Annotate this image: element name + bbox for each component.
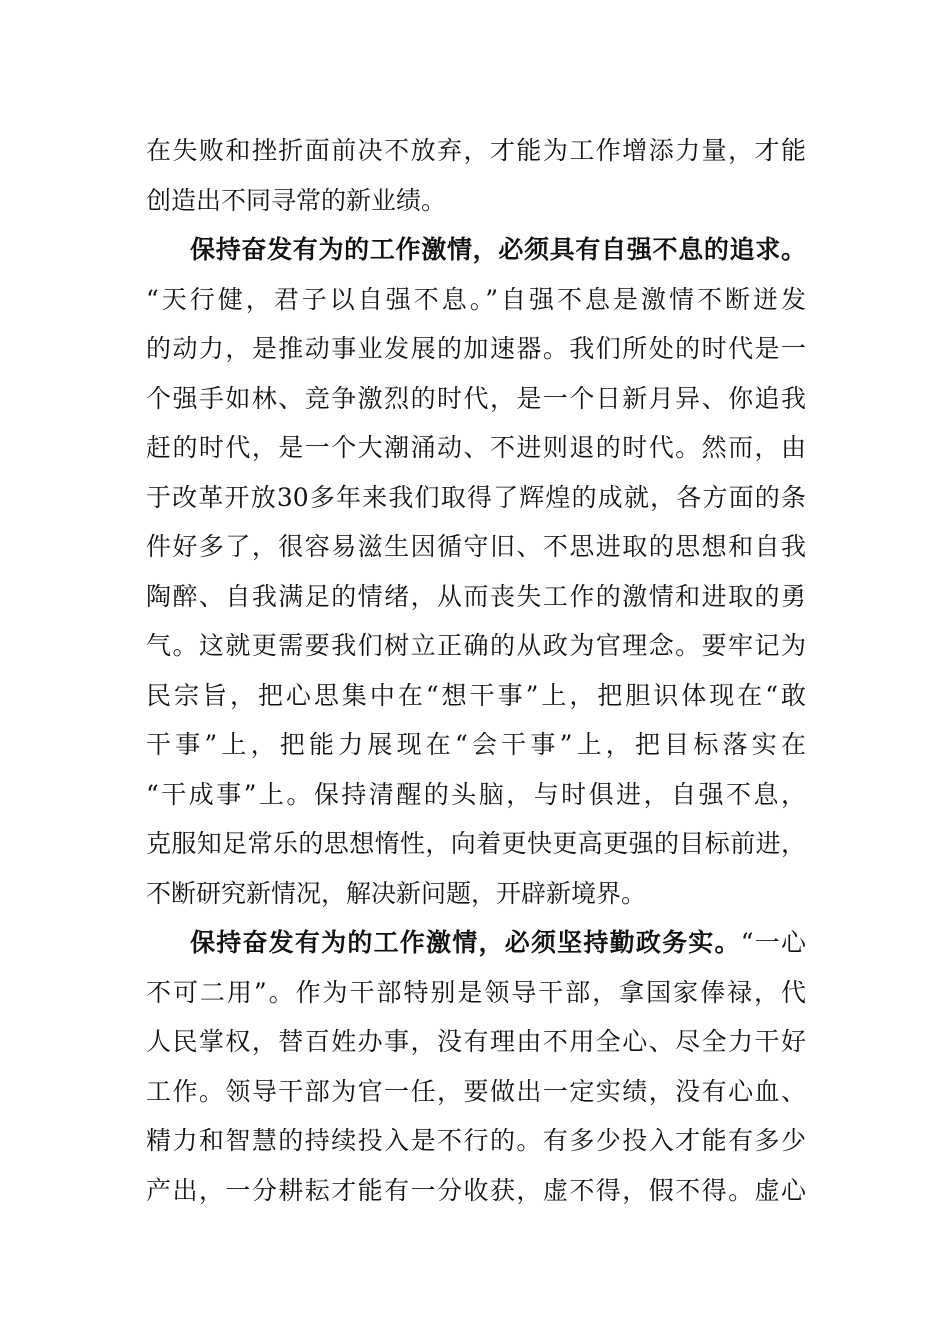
text-line: 气。这就更需要我们树立正确的从政为官理念。要牢记为 [146,631,806,660]
text-line: 产出，一分耕耘才能有一分收获，虚不得，假不得。虚心 [146,1175,806,1205]
text-line: 件好多了，很容易滋生因循守旧、不思进取的思想和自我 [146,532,806,561]
text-line: 工作。领导干部为官一任，要做出一定实绩，没有心血、 [146,1076,806,1106]
text-line: “干成事”上。保持清醒的头脑，与时俱进，自强不息， [146,779,806,809]
text-line: 在失败和挫折面前决不放弃，才能为工作增添力量，才能 [146,136,806,165]
text-line: “天行健，君子以自强不息。”自强不息是激情不断迸发 [146,284,806,314]
text-line: 陶醉、自我满足的情绪，从而丧失工作的激情和进取的勇 [146,581,806,611]
text-line: 创造出不同寻常的新业绩。 [146,185,447,215]
text-line: 克服知足常乐的思想惰性，向着更快更高更强的目标前进， [146,829,806,858]
text-line: 精力和智慧的持续投入是不行的。有多少投入才能有多少 [146,1126,806,1155]
text-line: 人民掌权，替百姓办事，没有理由不用全心、尽全力干好 [146,1027,806,1056]
text-line [146,918,806,968]
text-span: “一心 [740,928,806,957]
text-line: 的动力，是推动事业发展的加速器。我们所处的时代是一 [146,334,806,363]
paragraph-heading: 保持奋发有为的工作激情，必须具有自强不息的追求。 [190,235,806,264]
text-line: 于改革开放30多年来我们取得了辉煌的成就，各方面的条 [146,482,806,512]
text-line: 不断研究新情况，解决新问题，开辟新境界。 [146,878,647,908]
body-text [146,126,806,1215]
text-line: 不可二用”。作为干部特别是领导干部，拿国家俸禄，代 [146,977,806,1007]
text-line: 民宗旨，把心思集中在“想干事”上，把胆识体现在“敢 [146,680,806,710]
text-line: 赶的时代，是一个大潮涌动、不进则退的时代。然而，由 [146,433,806,462]
paragraph-heading: 保持奋发有为的工作激情，必须坚持勤政务实。 [190,928,741,957]
text-line: 干事”上，把能力展现在“会干事”上，把目标落实在 [146,730,806,759]
text-line: 个强手如林、竞争激烈的时代，是一个日新月异、你追我 [146,383,806,413]
